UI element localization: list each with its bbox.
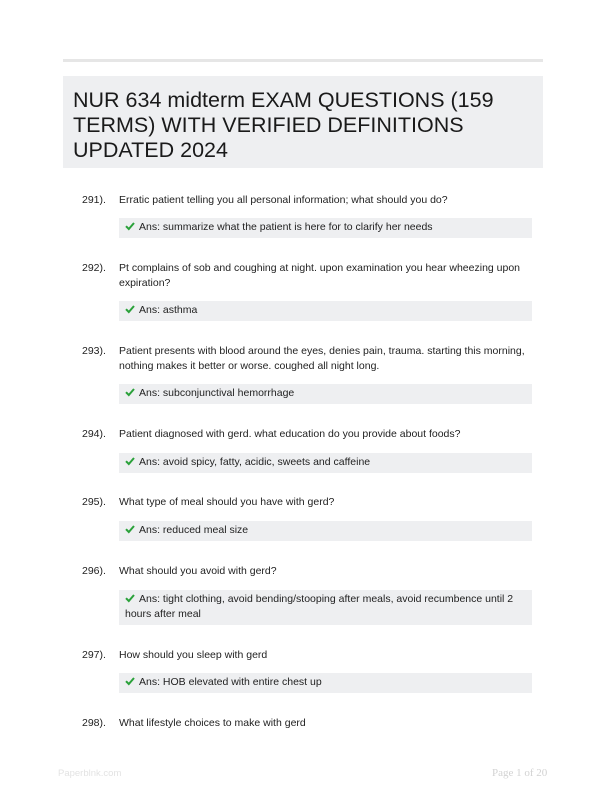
- question-text: What lifestyle choices to make with gerd: [119, 717, 306, 729]
- answer-text: Ans: HOB elevated with entire chest up: [139, 676, 322, 688]
- check-icon: [125, 221, 135, 231]
- question-text: Patient presents with blood around the eyes, denies pain, trauma. starting this morning, nothing makes it better or worse. coughed all night long.: [119, 345, 525, 372]
- answer-box: [119, 384, 532, 404]
- answer-box: [119, 218, 532, 238]
- question-text: What type of meal should you have with gerd?: [119, 496, 335, 508]
- answer-text: Ans: reduced meal size: [139, 524, 249, 536]
- question-number: 292).: [82, 262, 106, 274]
- question-text: Pt complains of sob and coughing at night. upon examination you hear wheezing upon expiration?: [119, 262, 521, 289]
- top-divider: [63, 59, 543, 62]
- question-text: Patient diagnosed with gerd. what education do you provide about foods?: [119, 428, 461, 440]
- question-number: 297).: [82, 649, 106, 661]
- check-icon: [125, 304, 135, 314]
- answer-text: Ans: avoid spicy, fatty, acidic, sweets and caffeine: [139, 456, 371, 468]
- answer-text: Ans: summarize what the patient is here for to clarify her needs: [139, 221, 433, 233]
- check-icon: [125, 524, 135, 534]
- question-text: How should you sleep with gerd: [119, 649, 268, 661]
- title-banner: [63, 76, 543, 168]
- question-number: 298).: [82, 717, 106, 729]
- answer-box: [119, 521, 532, 541]
- answer-box: [119, 301, 532, 321]
- page-number: Page 1 of 20: [492, 767, 548, 779]
- question-text: What should you avoid with gerd?: [119, 565, 277, 577]
- check-icon: [125, 593, 135, 603]
- question-number: 296).: [82, 565, 106, 577]
- answer-text: Ans: subconjunctival hemorrhage: [139, 387, 295, 399]
- check-icon: [125, 676, 135, 686]
- answer-box: [119, 453, 532, 473]
- question-number: 291).: [82, 194, 106, 206]
- answer-box: [119, 673, 532, 693]
- footer-watermark: Paperblnk.com: [58, 768, 122, 779]
- answer-text: Ans: asthma: [139, 304, 198, 316]
- check-icon: [125, 387, 135, 397]
- question-number: 295).: [82, 496, 106, 508]
- check-icon: [125, 456, 135, 466]
- page-title: NUR 634 midterm EXAM QUESTIONS (159 TERMS) WITH VERIFIED DEFINITIONS UPDATED 2024: [73, 88, 494, 162]
- answer-text: Ans: tight clothing, avoid bending/stooping after meals, avoid recumbence until 2 hours after meal: [125, 593, 514, 620]
- question-number: 293).: [82, 345, 106, 357]
- question-text: Erratic patient telling you all personal information; what should you do?: [119, 194, 448, 206]
- question-number: 294).: [82, 428, 106, 440]
- answer-box: [119, 590, 532, 625]
